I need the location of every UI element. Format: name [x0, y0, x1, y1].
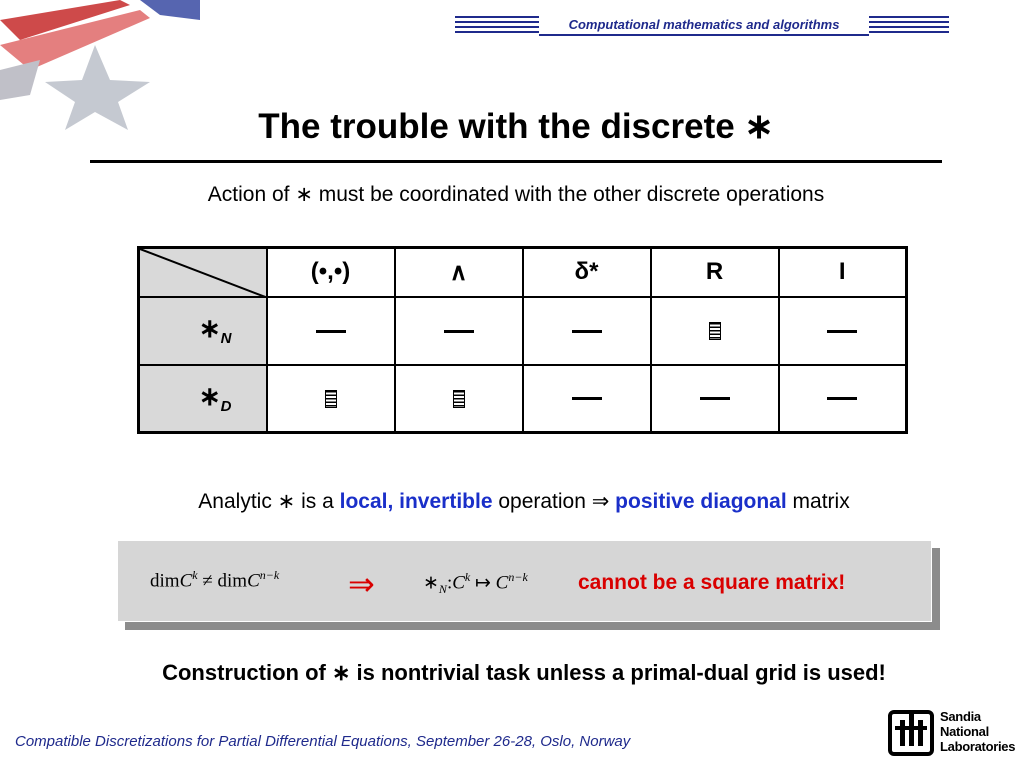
- filled-box-icon: [267, 365, 395, 433]
- table-row: [139, 297, 907, 365]
- column-header-codifferential: δ*: [523, 248, 651, 297]
- sandia-logo: [888, 708, 1014, 758]
- filled-box-icon: [395, 365, 523, 433]
- table-corner: [139, 248, 267, 297]
- row-header-star-n: $∗_N$: [139, 297, 267, 365]
- implies-arrow: ⇒: [348, 566, 375, 602]
- sandia-thunderbird-icon: [888, 710, 934, 756]
- sandia-name-line3: Laboratories: [940, 739, 1016, 754]
- dash-mark: [651, 365, 779, 433]
- dash-mark: [523, 365, 651, 433]
- dash-mark: [523, 297, 651, 365]
- table-row: [139, 365, 907, 433]
- column-header-wedge: ∧: [395, 248, 523, 297]
- dash-mark: [395, 297, 523, 365]
- math-callout-box: [117, 540, 932, 622]
- dash-mark: [779, 365, 907, 433]
- dash-mark: [267, 297, 395, 365]
- row-header-star-d: $∗_D$: [139, 365, 267, 433]
- operations-table: [137, 246, 908, 434]
- column-header-i: I: [779, 248, 907, 297]
- column-header-r: R: [651, 248, 779, 297]
- dash-mark: [779, 297, 907, 365]
- conclusion-text: Construction of ∗ is nontrivial task unless a primal-dual grid is used!: [162, 660, 886, 685]
- title-divider: [90, 160, 942, 163]
- slide-title: The trouble with the discrete ∗: [258, 107, 774, 146]
- square-matrix-warning: cannot be a square matrix!: [578, 571, 846, 594]
- header-banner: [455, 16, 949, 36]
- dimension-inequality: dimC$^k$ ≠ dimC$^{n-k}$: [150, 568, 280, 592]
- highlight-positive-diagonal: positive diagonal: [615, 490, 787, 513]
- column-header-inner-product: (•,•): [267, 248, 395, 297]
- sandia-name-line1: Sandia: [940, 709, 981, 724]
- analytic-statement: Analytic ∗ is a local, invertible operation ⇒ positive diagonal matrix: [198, 490, 850, 513]
- footer-citation: Compatible Discretizations for Partial Differential Equations, September 26-28, Oslo, Norway: [15, 733, 631, 750]
- star-mapping: $∗_N:C^k$ ↦ $C^{n-k}$: [423, 570, 528, 597]
- filled-box-icon: [651, 297, 779, 365]
- banner-text: Computational mathematics and algorithms: [539, 16, 869, 36]
- sandia-name-line2: National: [940, 724, 989, 739]
- highlight-local-invertible: local, invertible: [339, 490, 493, 513]
- subtitle: Action of ∗ must be coordinated with the other discrete operations: [207, 183, 825, 206]
